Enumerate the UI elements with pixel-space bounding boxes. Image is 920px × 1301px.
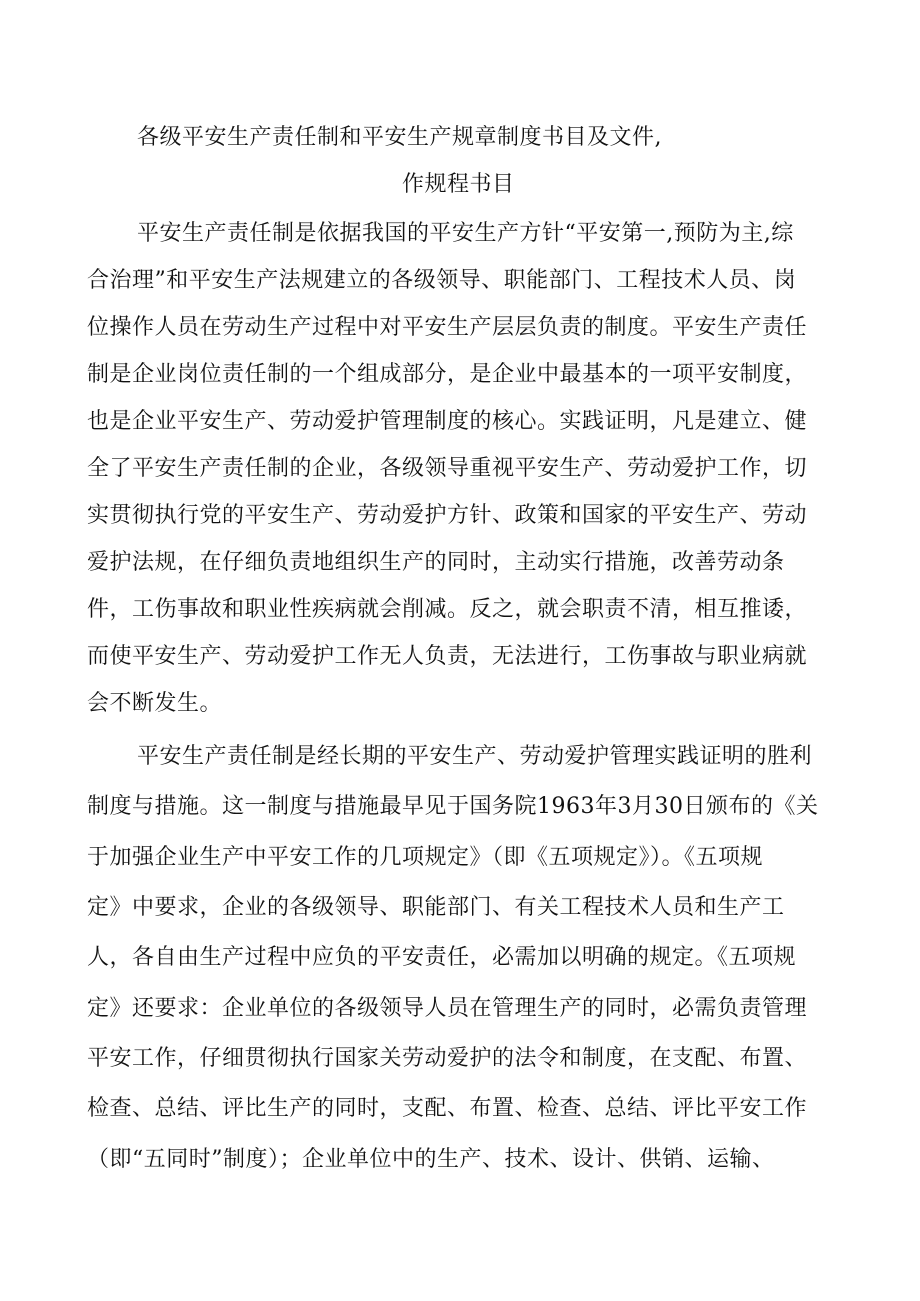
document-title-line-1: 各级平安生产责任制和平安生产规章制度书目及文件,	[137, 125, 662, 150]
paragraph-2-line-8: 检查、总结、评比生产的同时，支配、布置、检查、总结、评比平安工作	[87, 1096, 808, 1121]
paragraph-2-line-6: 定》还要求：企业单位的各级领导人员在管理生产的同时，必需负责管理	[87, 996, 808, 1021]
paragraph-1-line-4: 制是企业岗位责任制的一个组成部分，是企业中最基本的一项平安制度，	[87, 362, 808, 387]
paragraph-1-line-7: 实贯彻执行党的平安生产、劳动爱护方针、政策和国家的平安生产、劳动	[87, 503, 808, 528]
document-title-line-2: 作规程书目	[402, 172, 515, 197]
paragraph-2-line-2: 制度与措施。这一制度与措施最早见于国务院1963年3月30日颁布的《关	[87, 794, 819, 819]
paragraph-2-line-4: 定》中要求，企业的各级领导、职能部门、有关工程技术人员和生产工	[87, 895, 785, 920]
paragraph-1-line-5: 也是企业平安生产、劳动爱护管理制度的核心。实践证明，凡是建立、健	[87, 409, 808, 434]
paragraph-1-line-9: 件，工伤事故和职业性疾病就会削减。反之，就会职责不清，相互推诿，	[87, 597, 808, 622]
paragraph-1-line-11: 会不断发生。	[87, 691, 223, 716]
paragraph-1-line-6: 全了平安生产责任制的企业，各级领导重视平安生产、劳动爱护工作，切	[87, 456, 808, 481]
paragraph-1-line-1: 平安生产责任制是依据我国的平安生产方针“平安第一,预防为主,综	[137, 221, 794, 246]
paragraph-2-line-1: 平安生产责任制是经长期的平安生产、劳动爱护管理实践证明的胜利	[137, 744, 813, 769]
paragraph-2-line-9: （即“五同时”制度）；企业单位中的生产、技术、设计、供销、运输、	[87, 1147, 775, 1172]
paragraph-2-line-5: 人，各自由生产过程中应负的平安责任，必需加以明确的规定。《五项规	[87, 945, 797, 970]
paragraph-1-line-8: 爱护法规，在仔细负责地组织生产的同时，主动实行措施，改善劳动条	[87, 550, 785, 575]
paragraph-1-line-10: 而使平安生产、劳动爱护工作无人负责，无法进行，工伤事故与职业病就	[87, 644, 808, 669]
paragraph-1-line-3: 位操作人员在劳动生产过程中对平安生产层层负责的制度。平安生产责任	[87, 315, 808, 340]
paragraph-1-line-2: 合治理”和平安生产法规建立的各级领导、职能部门、工程技术人员、岗	[87, 268, 797, 293]
paragraph-2-line-3: 于加强企业生产中平安工作的几项规定》（即《五项规定》）。《五项规	[87, 845, 764, 870]
paragraph-2-line-7: 平安工作，仔细贯彻执行国家关劳动爱护的法令和制度，在支配、布置、	[87, 1046, 808, 1071]
